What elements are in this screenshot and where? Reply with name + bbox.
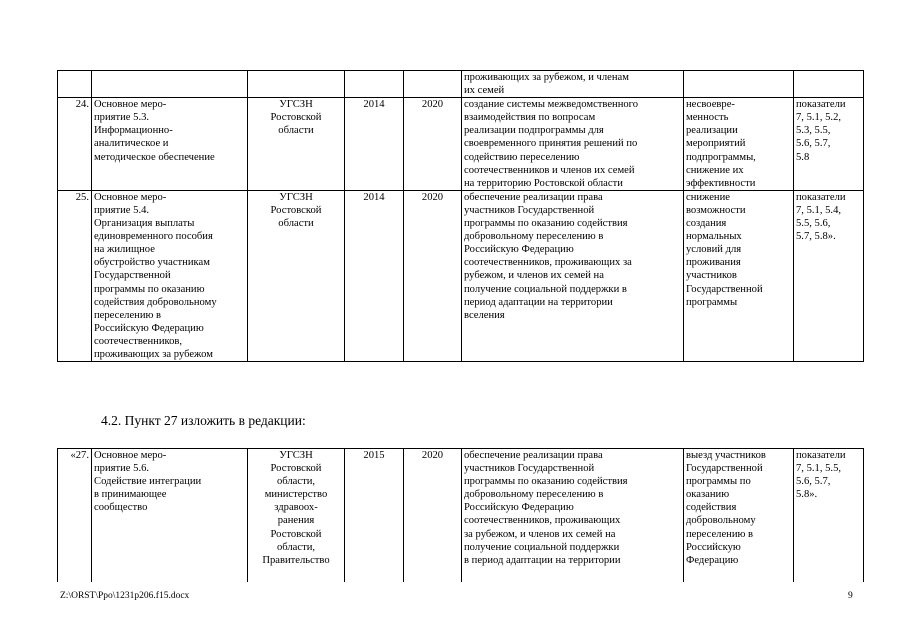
expected-result: проживающих за рубежом, и членам их семей bbox=[462, 71, 684, 98]
row-number: «27. bbox=[58, 449, 92, 582]
end-year: 2020 bbox=[404, 190, 462, 361]
start-year: 2014 bbox=[345, 190, 404, 361]
non-implementation-consequence: несвоевре- менность реализации мероприятий подпрограммы, снижение их эффективности bbox=[684, 98, 794, 191]
non-implementation-consequence bbox=[684, 71, 794, 98]
table-row bbox=[58, 449, 864, 582]
table-row bbox=[58, 190, 864, 361]
start-year: 2015 bbox=[345, 449, 404, 582]
row-number: 25. bbox=[58, 190, 92, 361]
page-number: 9 bbox=[848, 591, 853, 601]
expected-result: обеспечение реализации права участников Государственной программы по оказанию содействия добровольному переселению в Российскую Федерацию соотечественников, проживающих за рубежом, и членов их семей на получение социальной поддержки в период адаптации на территории вселения bbox=[462, 190, 684, 361]
related-indicators: показатели 7, 5.1, 5.5, 5.6, 5.7, 5.8». bbox=[794, 449, 864, 582]
measure-name: Основное меро- приятие 5.4. Организация выплаты единовременного пособия на жилищное обустройство участникам Государственной программы по оказанию содействия добровольному переселению в Российскую Федерацию соотечественников, проживающих за рубежом bbox=[92, 190, 248, 361]
end-year bbox=[404, 71, 462, 98]
related-indicators: показатели 7, 5.1, 5.4, 5.5, 5.6, 5.7, 5.8». bbox=[794, 190, 864, 361]
executor: УГСЗН Ростовской области bbox=[248, 98, 345, 191]
row-number bbox=[58, 71, 92, 98]
section-heading: 4.2. Пункт 27 изложить в редакции: bbox=[101, 413, 306, 428]
file-path-footer: Z:\ORST\Ppo\1231p206.f15.docx bbox=[60, 591, 190, 601]
executor: УГСЗН Ростовской области, министерство здравоох- ранения Ростовской области, Правительство bbox=[248, 449, 345, 582]
executor bbox=[248, 71, 345, 98]
measure-name: Основное меро- приятие 5.6. Содействие интеграции в принимающее сообщество bbox=[92, 449, 248, 582]
start-year: 2014 bbox=[345, 98, 404, 191]
expected-result: создание системы межведомственного взаимодействия по вопросам реализации подпрограммы для своевременного принятия решений по содействию переселению соотечественников и членов их семей на территорию Ростовской области bbox=[462, 98, 684, 191]
measure-name bbox=[92, 71, 248, 98]
start-year bbox=[345, 71, 404, 98]
related-indicators: показатели 7, 5.1, 5.2, 5.3, 5.5, 5.6, 5.7, 5.8 bbox=[794, 98, 864, 191]
non-implementation-consequence: снижение возможности создания нормальных условий для проживания участников Государственной программы bbox=[684, 190, 794, 361]
table-row bbox=[58, 98, 864, 191]
table-row bbox=[58, 71, 864, 98]
measure-name: Основное меро- приятие 5.3. Информационно- аналитическое и методическое обеспечение bbox=[92, 98, 248, 191]
executor: УГСЗН Ростовской области bbox=[248, 190, 345, 361]
expected-result: обеспечение реализации права участников Государственной программы по оказанию содействия добровольному переселению в Российскую Федерацию соотечественников, проживающих за рубежом, и членов их семей на получение социальной поддержки в период адаптации на территории bbox=[462, 449, 684, 582]
end-year: 2020 bbox=[404, 449, 462, 582]
row-number: 24. bbox=[58, 98, 92, 191]
measures-table bbox=[57, 70, 864, 362]
end-year: 2020 bbox=[404, 98, 462, 191]
measures-table-revised bbox=[57, 448, 864, 582]
related-indicators bbox=[794, 71, 864, 98]
non-implementation-consequence: выезд участников Государственной программы по оказанию содействия добровольному переселению в Российскую Федерацию bbox=[684, 449, 794, 582]
